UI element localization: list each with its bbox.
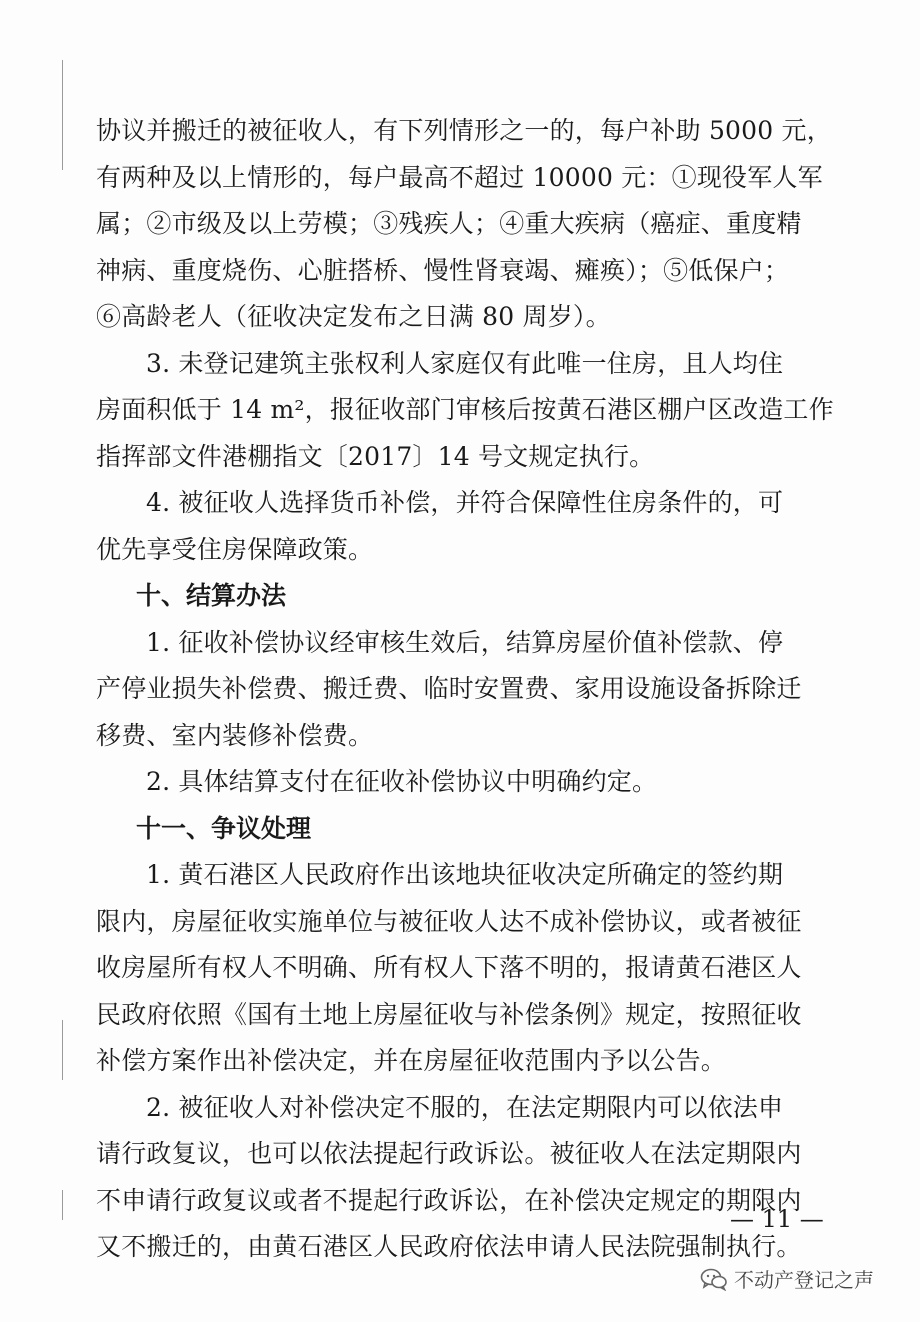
body-line: 房面积低于 14 m²，报征收部门审核后按黄石港区棚户区改造工作 <box>96 395 834 424</box>
wechat-icon <box>700 1267 728 1291</box>
scan-edge-line <box>62 1190 63 1220</box>
body-line: 协议并搬迁的被征收人，有下列情形之一的，每户补助 5000 元， <box>96 116 832 145</box>
body-line: 不申请行政复议或者不提起行政诉讼，在补偿决定规定的期限内 <box>96 1185 802 1215</box>
watermark <box>700 1264 874 1293</box>
body-line: 限内，房屋征收实施单位与被征收人达不成补偿协议，或者被征 <box>96 906 802 936</box>
body-line: ⑥高龄老人（征收决定发布之日满 80 周岁）。 <box>96 302 611 331</box>
document-body <box>96 108 836 1271</box>
body-line: 指挥部文件港棚指文〔2017〕14 号文规定执行。 <box>96 441 655 471</box>
body-line: 请行政复议，也可以依法提起行政诉讼。被征收人在法定期限内 <box>96 1139 802 1168</box>
body-line: 属；②市级及以上劳模；③残疾人；④重大疾病（癌症、重度精 <box>96 209 802 238</box>
paragraph-start-line: 1. 黄石港区人民政府作出该地块征收决定所确定的签约期 <box>146 860 784 889</box>
section-heading: 十、结算办法 <box>136 581 287 610</box>
paragraph-start-line: 4. 被征收人选择货币补偿，并符合保障性住房条件的，可 <box>146 488 784 517</box>
scan-edge-line <box>62 1020 63 1080</box>
body-line: 产停业损失补偿费、搬迁费、临时安置费、家用设施设备拆除迁 <box>96 674 802 703</box>
body-line: 民政府依照《国有土地上房屋征收与补偿条例》规定，按照征收 <box>96 999 802 1029</box>
paragraph-start-line: 3. 未登记建筑主张权利人家庭仅有此唯一住房，且人均住 <box>146 348 784 378</box>
scan-edge-line <box>62 60 63 170</box>
body-line: 移费、室内装修补偿费。 <box>96 720 374 750</box>
page-number: — 11 — <box>730 1205 824 1233</box>
paragraph-start-line: 2. 具体结算支付在征收补偿协议中明确约定。 <box>146 767 658 796</box>
body-line: 收房屋所有权人不明确、所有权人下落不明的，报请黄石港区人 <box>96 953 802 982</box>
body-line: 神病、重度烧伤、心脏搭桥、慢性肾衰竭、瘫痪）；⑤低保户； <box>96 255 790 285</box>
body-line: 又不搬迁的，由黄石港区人民政府依法申请人民法院强制执行。 <box>96 1232 802 1261</box>
paragraph-start-line: 1. 征收补偿协议经审核生效后，结算房屋价值补偿款、停 <box>146 627 784 657</box>
watermark-text: 不动产登记之声 <box>734 1268 874 1292</box>
body-line: 补偿方案作出补偿决定，并在房屋征收范围内予以公告。 <box>96 1046 727 1075</box>
paragraph-start-line: 2. 被征收人对补偿决定不服的，在法定期限内可以依法申 <box>146 1092 784 1122</box>
body-line: 优先享受住房保障政策。 <box>96 534 374 564</box>
section-heading: 十一、争议处理 <box>136 813 312 843</box>
body-line: 有两种及以上情形的，每户最高不超过 10000 元：①现役军人军 <box>96 162 823 192</box>
